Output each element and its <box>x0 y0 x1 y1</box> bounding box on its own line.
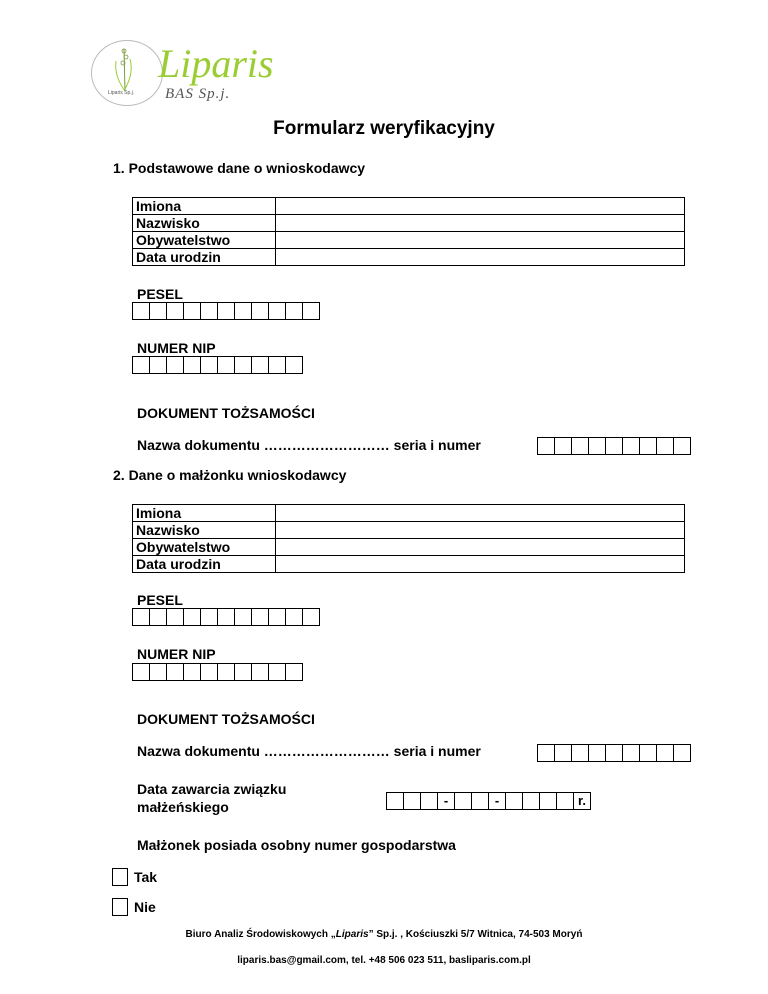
field-label: Obywatelstwo <box>133 232 276 249</box>
nip-boxes[interactable] <box>132 356 303 374</box>
section1-heading: 1. Podstawowe dane o wnioskodawcy <box>113 160 366 176</box>
field-label: Nazwisko <box>133 215 276 232</box>
footer-address <box>0 929 768 940</box>
nip-label: NUMER NIP <box>137 340 216 356</box>
surname-input[interactable] <box>276 215 685 232</box>
spouse-citizenship-input[interactable] <box>276 539 685 556</box>
field-label: Obywatelstwo <box>133 539 276 556</box>
spouse-birth-date-input[interactable] <box>276 556 685 573</box>
first-names-input[interactable] <box>276 198 685 215</box>
date-suffix: r. <box>573 792 591 810</box>
section1-personal-table <box>132 197 685 266</box>
footer-address-post: ” Sp.j. , Kościuszki 5/7 Witnica, 74-503 Moryń <box>368 929 583 940</box>
spouse-pesel-boxes[interactable] <box>132 608 320 626</box>
spouse-surname-input[interactable] <box>276 522 685 539</box>
spouse-id-doc-label: DOKUMENT TOŻSAMOŚCI <box>137 711 315 727</box>
field-label: Data urodzin <box>133 249 276 266</box>
field-label: Imiona <box>133 198 276 215</box>
separate-farm-question: Małżonek posiada osobny numer gospodarstwa <box>137 837 456 853</box>
footer-company-name: Liparis <box>335 929 369 940</box>
section2-heading: 2. Dane o małżonku wnioskodawcy <box>113 467 347 483</box>
footer-contact: liparis.bas@gmail.com, tel. +48 506 023 511, basliparis.com.pl <box>237 955 531 966</box>
id-doc-label: DOKUMENT TOŻSAMOŚCI <box>137 405 315 421</box>
spouse-nip-boxes[interactable] <box>132 663 303 681</box>
pesel-boxes[interactable] <box>132 302 320 320</box>
logo-company: BAS Sp.j. <box>165 86 231 102</box>
no-label: Nie <box>134 899 156 915</box>
date-separator: - <box>488 792 506 810</box>
birth-date-input[interactable] <box>276 249 685 266</box>
spouse-doc-name-line: Nazwa dokumentu ……………………… seria i numer <box>137 743 481 759</box>
spouse-pesel-label: PESEL <box>137 592 183 608</box>
logo-name: Liparis <box>158 41 274 86</box>
pesel-label: PESEL <box>137 286 183 302</box>
field-label: Data urodzin <box>133 556 276 573</box>
yes-label: Tak <box>134 869 158 885</box>
section2-personal-table <box>132 504 685 573</box>
doc-name-line: Nazwa dokumentu ……………………… seria i numer <box>137 437 481 453</box>
date-separator: - <box>437 792 455 810</box>
spouse-first-names-input[interactable] <box>276 505 685 522</box>
yes-checkbox[interactable] <box>112 868 128 886</box>
spouse-nip-label: NUMER NIP <box>137 646 216 662</box>
logo-emblem <box>91 40 163 106</box>
doc-number-boxes[interactable] <box>537 437 691 455</box>
logo-small-text: Liparis Sp.j. <box>108 90 135 96</box>
field-label: Nazwisko <box>133 522 276 539</box>
page-title: Formularz weryfikacyjny <box>273 118 495 139</box>
spouse-doc-number-boxes[interactable] <box>537 744 691 762</box>
marriage-date-label-2: małżeńskiego <box>137 799 229 815</box>
marriage-date-label-1: Data zawarcia związku <box>137 781 287 797</box>
citizenship-input[interactable] <box>276 232 685 249</box>
field-label: Imiona <box>133 505 276 522</box>
marriage-date-boxes[interactable] <box>386 792 591 810</box>
no-checkbox[interactable] <box>112 898 128 916</box>
footer-address-pre: Biuro Analiz Środowiskowych „ <box>185 929 336 940</box>
